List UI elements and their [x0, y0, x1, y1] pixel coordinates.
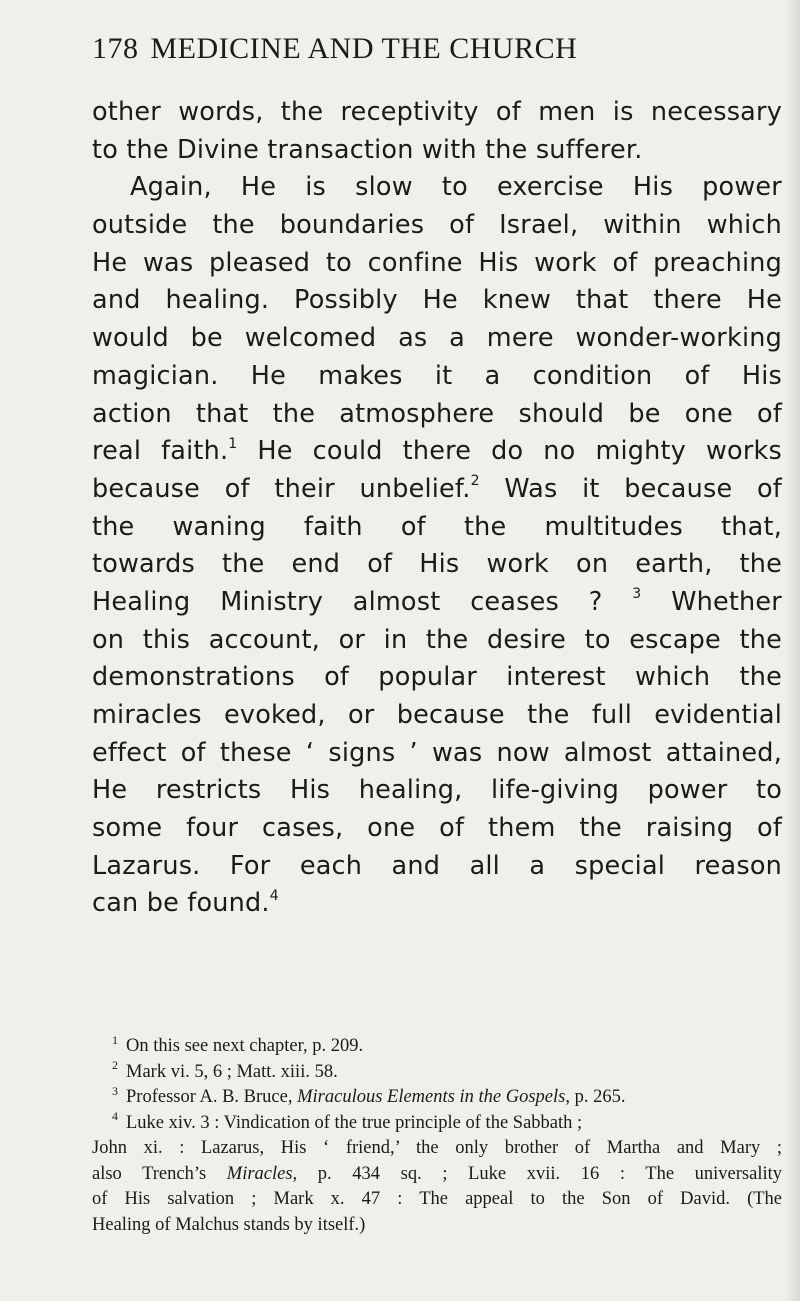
footnote-1 [92, 1034, 782, 1060]
footnote-book-title: Miracles [226, 1163, 293, 1184]
running-title: MEDICINE AND THE CHURCH [150, 32, 578, 65]
text-line: other words, the receptivity of men is necessary [92, 97, 782, 127]
footnotes [92, 1034, 782, 1238]
footnote-2 [92, 1060, 782, 1086]
footnote-4 [92, 1111, 782, 1137]
text-line: magician. He makes it a condition of His [92, 360, 782, 391]
text-segment: can be found. [92, 888, 270, 919]
footnote-text: also Trench’s [92, 1163, 227, 1184]
footnote-ref: 2 [470, 473, 480, 490]
footnote-ref: 1 [228, 435, 238, 452]
text-segment: because of their unbelief. [92, 473, 471, 504]
text-line: Again, He is slow to exercise His power [130, 172, 782, 203]
text-segment: Was it because of [479, 473, 782, 504]
text-segment: Healing Ministry almost ceases ? [92, 586, 633, 617]
text-line: to the Divine transaction with the sufferer. [92, 134, 643, 165]
text-line: would be welcomed as a mere wonder-working [92, 323, 782, 354]
text-line: He was pleased to confine His work of preaching [92, 247, 782, 278]
text-line: Lazarus. For each and all a special reason [92, 850, 782, 881]
text-line: action that the atmosphere should be one of [92, 398, 782, 429]
text-segment: Whether [641, 586, 782, 617]
text-line [92, 885, 782, 923]
text-segment: He could there do no mighty works [237, 436, 782, 467]
footnote-number: 1 [112, 1032, 118, 1047]
text-line: some four cases, one of them the raising of [92, 813, 782, 844]
footnote-text: Mark vi. 5, 6 ; Matt. xiii. 58. [126, 1061, 338, 1082]
text-line: demonstrations of popular interest which the [92, 662, 782, 693]
running-header [92, 32, 577, 66]
text-line: miracles evoked, or because the full evidential [92, 700, 782, 730]
footnote-text: , p. 434 sq. ; Luke xvii. 16 : The universality [292, 1163, 782, 1184]
footnote-3 [92, 1085, 782, 1111]
text-line: outside the boundaries of Israel, within which [92, 210, 782, 241]
page-number: 178 [92, 32, 139, 65]
footnote-book-title: Miraculous Elements in the Gospels [297, 1087, 566, 1107]
text-line: effect of these ‘ signs ’ was now almost attained, [92, 737, 782, 768]
page-edge-shadow [786, 0, 800, 1301]
footnote-text: On this see next chapter, p. 209. [126, 1036, 364, 1056]
footnote-ref: 3 [632, 586, 642, 603]
footnote-4-cont: John xi. : Lazarus, His ‘ friend,’ the only brother of Martha and Mary ; [92, 1138, 782, 1158]
footnote-number: 3 [112, 1083, 118, 1098]
footnote-number: 2 [112, 1058, 118, 1073]
footnote-ref: 4 [269, 887, 279, 904]
text-segment: real faith. [92, 436, 229, 467]
footnote-text: Luke xiv. 3 : Vindication of the true principle of the Sabbath ; [126, 1112, 583, 1133]
footnote-text: Professor A. B. Bruce, [126, 1087, 298, 1107]
text-line: towards the end of His work on earth, the [92, 549, 782, 580]
text-line: He restricts His healing, life-giving power to [92, 775, 782, 806]
footnote-text: , p. 265. [565, 1087, 626, 1107]
footnote-number: 4 [112, 1109, 118, 1124]
footnote-4-cont: Healing of Malchus stands by itself.) [92, 1214, 366, 1235]
text-line [92, 584, 782, 622]
text-line [92, 433, 782, 471]
text-line [92, 471, 782, 509]
footnote-4-cont [92, 1162, 782, 1188]
text-line: and healing. Possibly He knew that there He [92, 285, 782, 316]
text-line: the waning faith of the multitudes that, [92, 511, 782, 542]
footnote-4-cont: of His salvation ; Mark x. 47 : The appeal to the Son of David. (The [92, 1189, 782, 1209]
body-text [92, 94, 782, 923]
text-line: on this account, or in the desire to escape the [92, 624, 782, 655]
